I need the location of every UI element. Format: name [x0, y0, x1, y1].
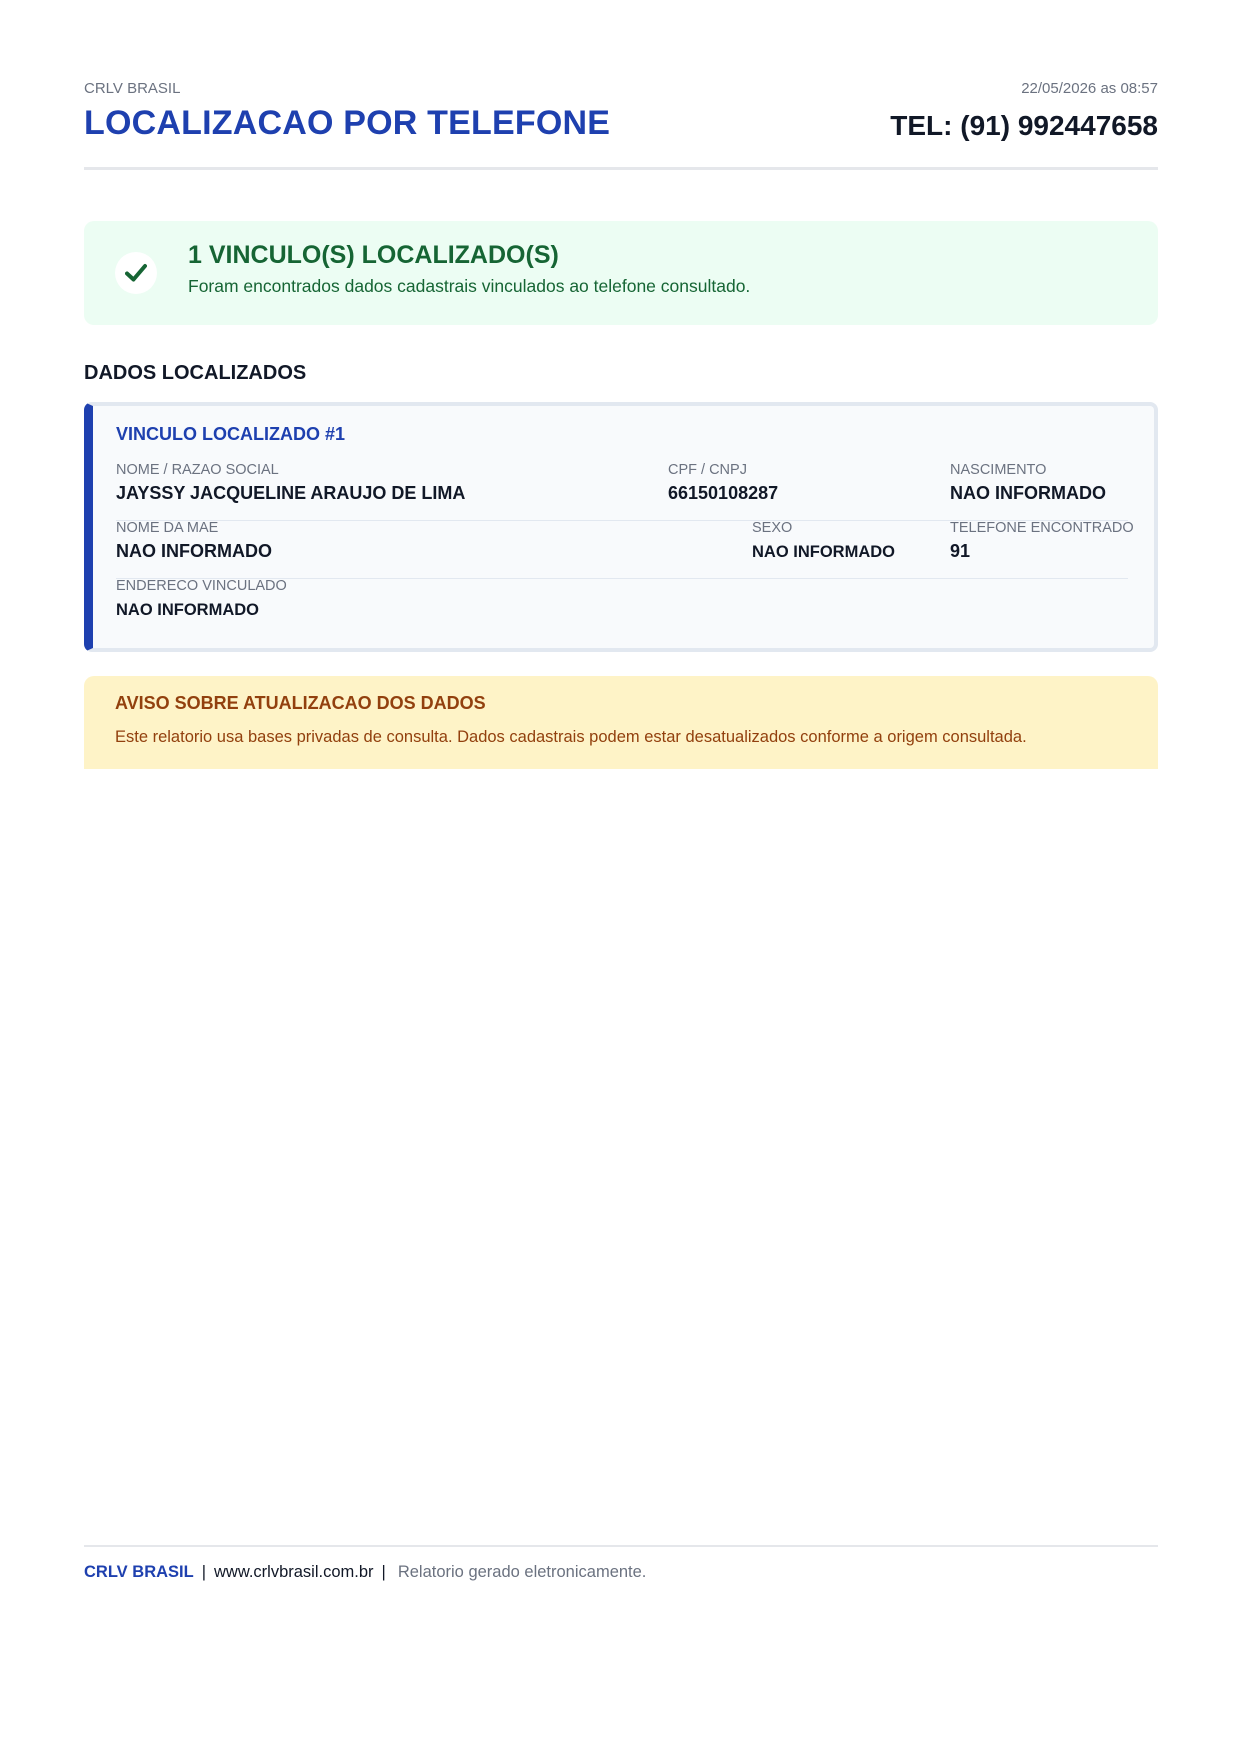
notice-title: AVISO SOBRE ATUALIZACAO DOS DADOS: [115, 693, 486, 713]
document-value: 66150108287: [668, 483, 779, 503]
notice-message: Este relatorio usa bases privadas de consulta. Dados cadastrais podem estar desatualizados conforme a origem consultada.: [115, 728, 1027, 746]
footer-separator: |: [201, 1563, 206, 1581]
sex-label: SEXO: [752, 520, 793, 536]
report-page: [84, 0, 1158, 1754]
found-phone-label: TELEFONE ENCONTRADO: [950, 520, 1134, 536]
result-success-box: [84, 221, 1158, 325]
address-value: NAO INFORMADO: [116, 601, 259, 619]
footer-note: Relatorio gerado eletronicamente.: [397, 1563, 647, 1581]
brand-name: CRLV BRASIL: [84, 80, 181, 97]
header-divider: [84, 167, 1158, 170]
check-icon: [115, 252, 157, 294]
result-title: 1 VINCULO(S) LOCALIZADO(S): [188, 241, 559, 269]
footer-website-link[interactable]: www.crlvbrasil.com.br: [214, 1563, 374, 1581]
update-notice-box: [84, 676, 1158, 769]
mother-value: NAO INFORMADO: [116, 541, 272, 561]
footer-divider: [84, 1545, 1158, 1547]
birth-label: NASCIMENTO: [950, 462, 1047, 478]
report-datetime: 22/05/2026 as 08:57: [1021, 80, 1158, 97]
found-phone-value: 91: [950, 541, 971, 561]
address-label: ENDERECO VINCULADO: [116, 578, 287, 594]
footer-separator: |: [381, 1563, 386, 1581]
record-title: VINCULO LOCALIZADO #1: [116, 424, 346, 444]
footer-brand: CRLV BRASIL: [84, 1563, 194, 1581]
birth-value: NAO INFORMADO: [950, 483, 1106, 503]
section-title: DADOS LOCALIZADOS: [84, 362, 307, 384]
page-title: LOCALIZACAO POR TELEFONE: [84, 104, 611, 142]
mother-label: NOME DA MAE: [116, 520, 219, 536]
footer: [84, 1563, 646, 1582]
sex-value: NAO INFORMADO: [752, 543, 895, 561]
name-value: JAYSSY JACQUELINE ARAUJO DE LIMA: [116, 483, 466, 503]
result-message: Foram encontrados dados cadastrais vinculados ao telefone consultado.: [188, 276, 751, 296]
queried-phone: TEL: (91) 992447658: [890, 110, 1158, 141]
name-label: NOME / RAZAO SOCIAL: [116, 462, 279, 478]
document-label: CPF / CNPJ: [668, 462, 747, 478]
record-card: [84, 402, 1158, 652]
